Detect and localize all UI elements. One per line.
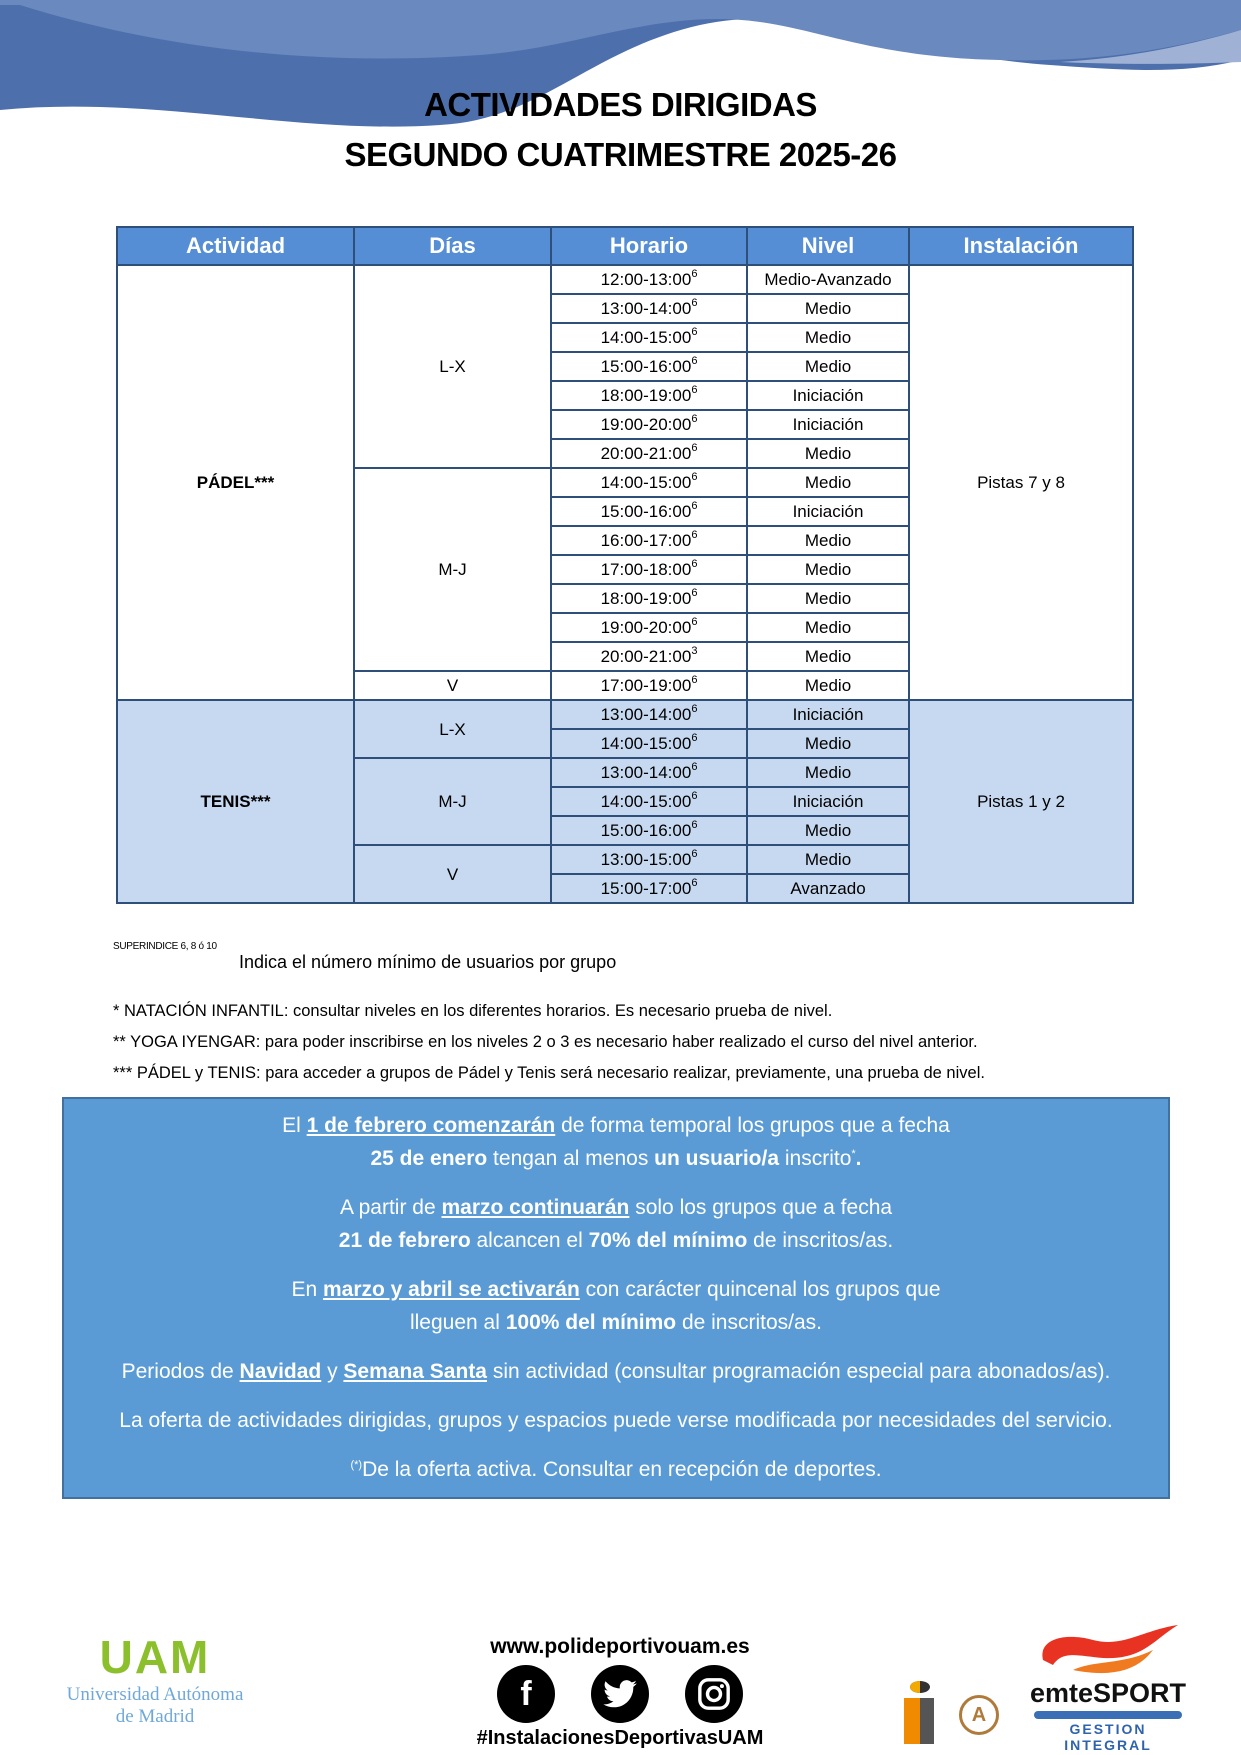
min-users-superscript: 6 <box>691 529 698 541</box>
level-cell: Medio <box>747 845 909 874</box>
time-range: 17:00-19:00 <box>600 676 692 695</box>
text: A partir de <box>339 1196 442 1219</box>
time-range: 15:00-16:00 <box>600 821 692 840</box>
min-users-superscript: 6 <box>691 587 698 599</box>
text: alcancen el <box>470 1229 589 1252</box>
time-cell <box>551 497 747 526</box>
time-cell <box>551 468 747 497</box>
flame-icon <box>1033 1620 1183 1682</box>
info-start-dates <box>64 1109 1168 1175</box>
text: inscrito <box>779 1147 852 1170</box>
time-cell <box>551 555 747 584</box>
emtesport-name: emteSPORT <box>1029 1678 1187 1708</box>
schedule-table <box>116 226 1134 904</box>
time-cell <box>551 642 747 671</box>
time-range: 18:00-19:00 <box>600 589 692 608</box>
time-range: 13:00-14:00 <box>600 299 692 318</box>
time-range: 18:00-19:00 <box>600 386 692 405</box>
social-icons <box>450 1665 790 1723</box>
time-range: 15:00-17:00 <box>600 879 692 898</box>
days-cell: M-J <box>354 758 551 845</box>
emtesport-logo <box>1028 1620 1188 1753</box>
info-march-april <box>64 1273 1168 1339</box>
time-range: 20:00-21:00 <box>600 444 692 463</box>
column-header-dias: Días <box>354 227 551 265</box>
instagram-icon[interactable] <box>685 1665 743 1723</box>
days-cell: V <box>354 845 551 903</box>
text: Periodos de <box>121 1360 240 1383</box>
time-range: 15:00-16:00 <box>600 357 692 376</box>
time-range: 16:00-17:00 <box>600 531 692 550</box>
min-users-superscript: 6 <box>691 268 698 280</box>
time-cell <box>551 381 747 410</box>
level-cell: Iniciación <box>747 381 909 410</box>
min-users-superscript: 6 <box>691 703 698 715</box>
text: De la oferta activa. Consultar en recepción de deportes. <box>362 1458 882 1481</box>
uam-logo <box>40 1630 270 1728</box>
time-cell <box>551 874 747 903</box>
level-cell: Medio <box>747 613 909 642</box>
info-march-continuation <box>64 1191 1168 1257</box>
level-cell: Medio <box>747 816 909 845</box>
level-cell: Medio <box>747 555 909 584</box>
min-users-superscript: 6 <box>691 616 698 628</box>
level-cell: Medio-Avanzado <box>747 265 909 294</box>
asterisk: * <box>851 1148 856 1160</box>
table-row <box>117 265 1133 294</box>
time-cell <box>551 294 747 323</box>
asterisk: (*) <box>350 1459 363 1471</box>
hashtag: #InstalacionesDeportivasUAM <box>476 1727 764 1749</box>
days-cell: L-X <box>354 700 551 758</box>
column-header-nivel: Nivel <box>747 227 909 265</box>
time-cell <box>551 816 747 845</box>
time-range: 17:00-18:00 <box>600 560 692 579</box>
time-range: 14:00-15:00 <box>600 734 692 753</box>
installation-cell: Pistas 7 y 8 <box>909 265 1133 700</box>
time-cell <box>551 584 747 613</box>
min-users-superscript: 6 <box>691 500 698 512</box>
time-range: 12:00-13:00 <box>600 270 692 289</box>
info-holidays <box>64 1355 1168 1388</box>
highlight-percent: 100% del mínimo <box>505 1311 677 1334</box>
days-cell: V <box>354 671 551 700</box>
text: solo los grupos que a fecha <box>629 1196 893 1219</box>
text: con carácter quincenal los grupos que <box>579 1278 941 1301</box>
page-title: ACTIVIDADES DIRIGIDAS <box>424 86 817 123</box>
highlight-navidad: Navidad <box>239 1360 322 1383</box>
level-cell: Medio <box>747 323 909 352</box>
uam-name-line2: de Madrid <box>115 1706 195 1727</box>
highlight-date: 25 de enero <box>370 1147 488 1170</box>
twitter-bird-glyph <box>603 1680 637 1708</box>
time-cell <box>551 700 747 729</box>
min-users-superscript: 6 <box>691 384 698 396</box>
website-link[interactable]: www.polideportivouam.es <box>490 1635 750 1658</box>
highlight-users: un usuario/a <box>654 1147 780 1170</box>
superscript-description: Indica el número mínimo de usuarios por grupo <box>239 952 617 972</box>
time-cell <box>551 613 747 642</box>
level-cell: Medio <box>747 584 909 613</box>
time-cell <box>551 526 747 555</box>
text: . <box>855 1147 862 1170</box>
time-range: 14:00-15:00 <box>600 473 692 492</box>
time-cell <box>551 787 747 816</box>
level-cell: Medio <box>747 671 909 700</box>
time-range: 14:00-15:00 <box>600 328 692 347</box>
min-users-superscript: 6 <box>691 413 698 425</box>
min-users-superscript: 6 <box>691 732 698 744</box>
time-range: 20:00-21:00 <box>600 647 692 666</box>
activity-cell: PÁDEL*** <box>117 265 354 700</box>
time-range: 19:00-20:00 <box>600 415 692 434</box>
time-cell <box>551 671 747 700</box>
min-users-superscript: 6 <box>691 326 698 338</box>
quality-badge: A <box>959 1695 999 1735</box>
highlight-percent: 70% del mínimo <box>588 1229 748 1252</box>
level-cell: Iniciación <box>747 410 909 439</box>
text: y <box>321 1360 344 1383</box>
level-cell: Iniciación <box>747 787 909 816</box>
highlight-date: 21 de febrero <box>338 1229 471 1252</box>
highlight-march-april: marzo y abril se activarán <box>322 1278 580 1301</box>
highlight-start-date: 1 de febrero comenzarán <box>306 1114 556 1137</box>
text: lleguen al <box>409 1311 506 1334</box>
days-cell: L-X <box>354 265 551 468</box>
level-cell: Medio <box>747 439 909 468</box>
highlight-semana-santa: Semana Santa <box>343 1360 487 1383</box>
page-subtitle: SEGUNDO CUATRIMESTRE 2025-26 <box>344 136 897 173</box>
installation-cell: Pistas 1 y 2 <box>909 700 1133 903</box>
time-cell <box>551 758 747 787</box>
info-active-offer <box>64 1453 1168 1486</box>
level-cell: Iniciación <box>747 497 909 526</box>
min-users-superscript: 6 <box>691 877 698 889</box>
level-cell: Medio <box>747 468 909 497</box>
twitter-icon[interactable] <box>591 1665 649 1723</box>
uam-name-line1: Universidad Autónoma <box>66 1684 244 1705</box>
text: El <box>282 1114 307 1137</box>
table-header-row <box>117 227 1133 265</box>
activity-cell: TENIS*** <box>117 700 354 903</box>
time-cell <box>551 352 747 381</box>
level-cell: Iniciación <box>747 700 909 729</box>
min-users-superscript: 3 <box>691 645 698 657</box>
time-cell <box>551 729 747 758</box>
instagram-camera-glyph <box>697 1677 731 1711</box>
min-users-superscript: 6 <box>691 819 698 831</box>
footnotes <box>113 996 985 1089</box>
partner-logos <box>880 1620 1187 1753</box>
time-range: 13:00-15:00 <box>600 850 692 869</box>
time-cell <box>551 410 747 439</box>
time-range: 19:00-20:00 <box>600 618 692 637</box>
level-cell: Medio <box>747 642 909 671</box>
level-cell: Medio <box>747 294 909 323</box>
uam-letters: UAM <box>99 1631 211 1683</box>
time-cell <box>551 845 747 874</box>
highlight-march: marzo continuarán <box>441 1196 630 1219</box>
time-range: 13:00-14:00 <box>600 763 692 782</box>
time-cell <box>551 265 747 294</box>
table-row <box>117 700 1133 729</box>
footnote-padel-tenis: *** PÁDEL y TENIS: para acceder a grupos de Pádel y Tenis será necesario realizar, previamente, una prueba de nivel. <box>113 1064 985 1082</box>
level-cell: Medio <box>747 352 909 381</box>
min-users-superscript: 6 <box>691 761 698 773</box>
min-users-superscript: 6 <box>691 355 698 367</box>
text: sin actividad (consultar programación especial para abonados/as). <box>487 1360 1111 1383</box>
text: La oferta de actividades dirigidas, grupos y espacios puede verse modificada por necesidades del servicio. <box>119 1409 1113 1432</box>
i-logo-icon <box>900 1680 940 1746</box>
days-cell: M-J <box>354 468 551 671</box>
text: tengan al menos <box>487 1147 655 1170</box>
text: de inscritos/as. <box>747 1229 894 1252</box>
level-cell: Medio <box>747 729 909 758</box>
facebook-icon[interactable]: f <box>497 1665 555 1723</box>
superscript-note: SUPERINDICE 6, 8 ó 10 <box>113 941 217 952</box>
info-modifications <box>64 1404 1168 1437</box>
info-box <box>62 1097 1170 1499</box>
level-cell: Avanzado <box>747 874 909 903</box>
min-users-superscript: 6 <box>691 471 698 483</box>
time-cell <box>551 323 747 352</box>
min-users-superscript: 6 <box>691 790 698 802</box>
emtesport-wave <box>1034 1711 1182 1719</box>
column-header-horario: Horario <box>551 227 747 265</box>
time-range: 15:00-16:00 <box>600 502 692 521</box>
schedule-body <box>117 265 1133 903</box>
level-cell: Medio <box>747 758 909 787</box>
min-users-superscript: 6 <box>691 558 698 570</box>
text: de inscritos/as. <box>676 1311 823 1334</box>
column-header-instalacion: Instalación <box>909 227 1133 265</box>
min-users-superscript: 6 <box>691 442 698 454</box>
min-users-superscript: 6 <box>691 297 698 309</box>
footnote-yoga: ** YOGA IYENGAR: para poder inscribirse en los niveles 2 o 3 es necesario haber realizado el curso del nivel anterior. <box>113 1033 978 1051</box>
min-users-superscript: 6 <box>691 674 698 686</box>
contact-block <box>450 1635 790 1750</box>
column-header-actividad: Actividad <box>117 227 354 265</box>
min-users-superscript: 6 <box>691 848 698 860</box>
time-range: 13:00-14:00 <box>600 705 692 724</box>
footnote-natacion: * NATACIÓN INFANTIL: consultar niveles en los diferentes horarios. Es necesario prueba de nivel. <box>113 1002 833 1020</box>
time-range: 14:00-15:00 <box>600 792 692 811</box>
text: En <box>291 1278 323 1301</box>
level-cell: Medio <box>747 526 909 555</box>
emtesport-subtitle: GESTION INTEGRAL <box>1064 1721 1152 1753</box>
time-cell <box>551 439 747 468</box>
text: de forma temporal los grupos que a fecha <box>555 1114 950 1137</box>
